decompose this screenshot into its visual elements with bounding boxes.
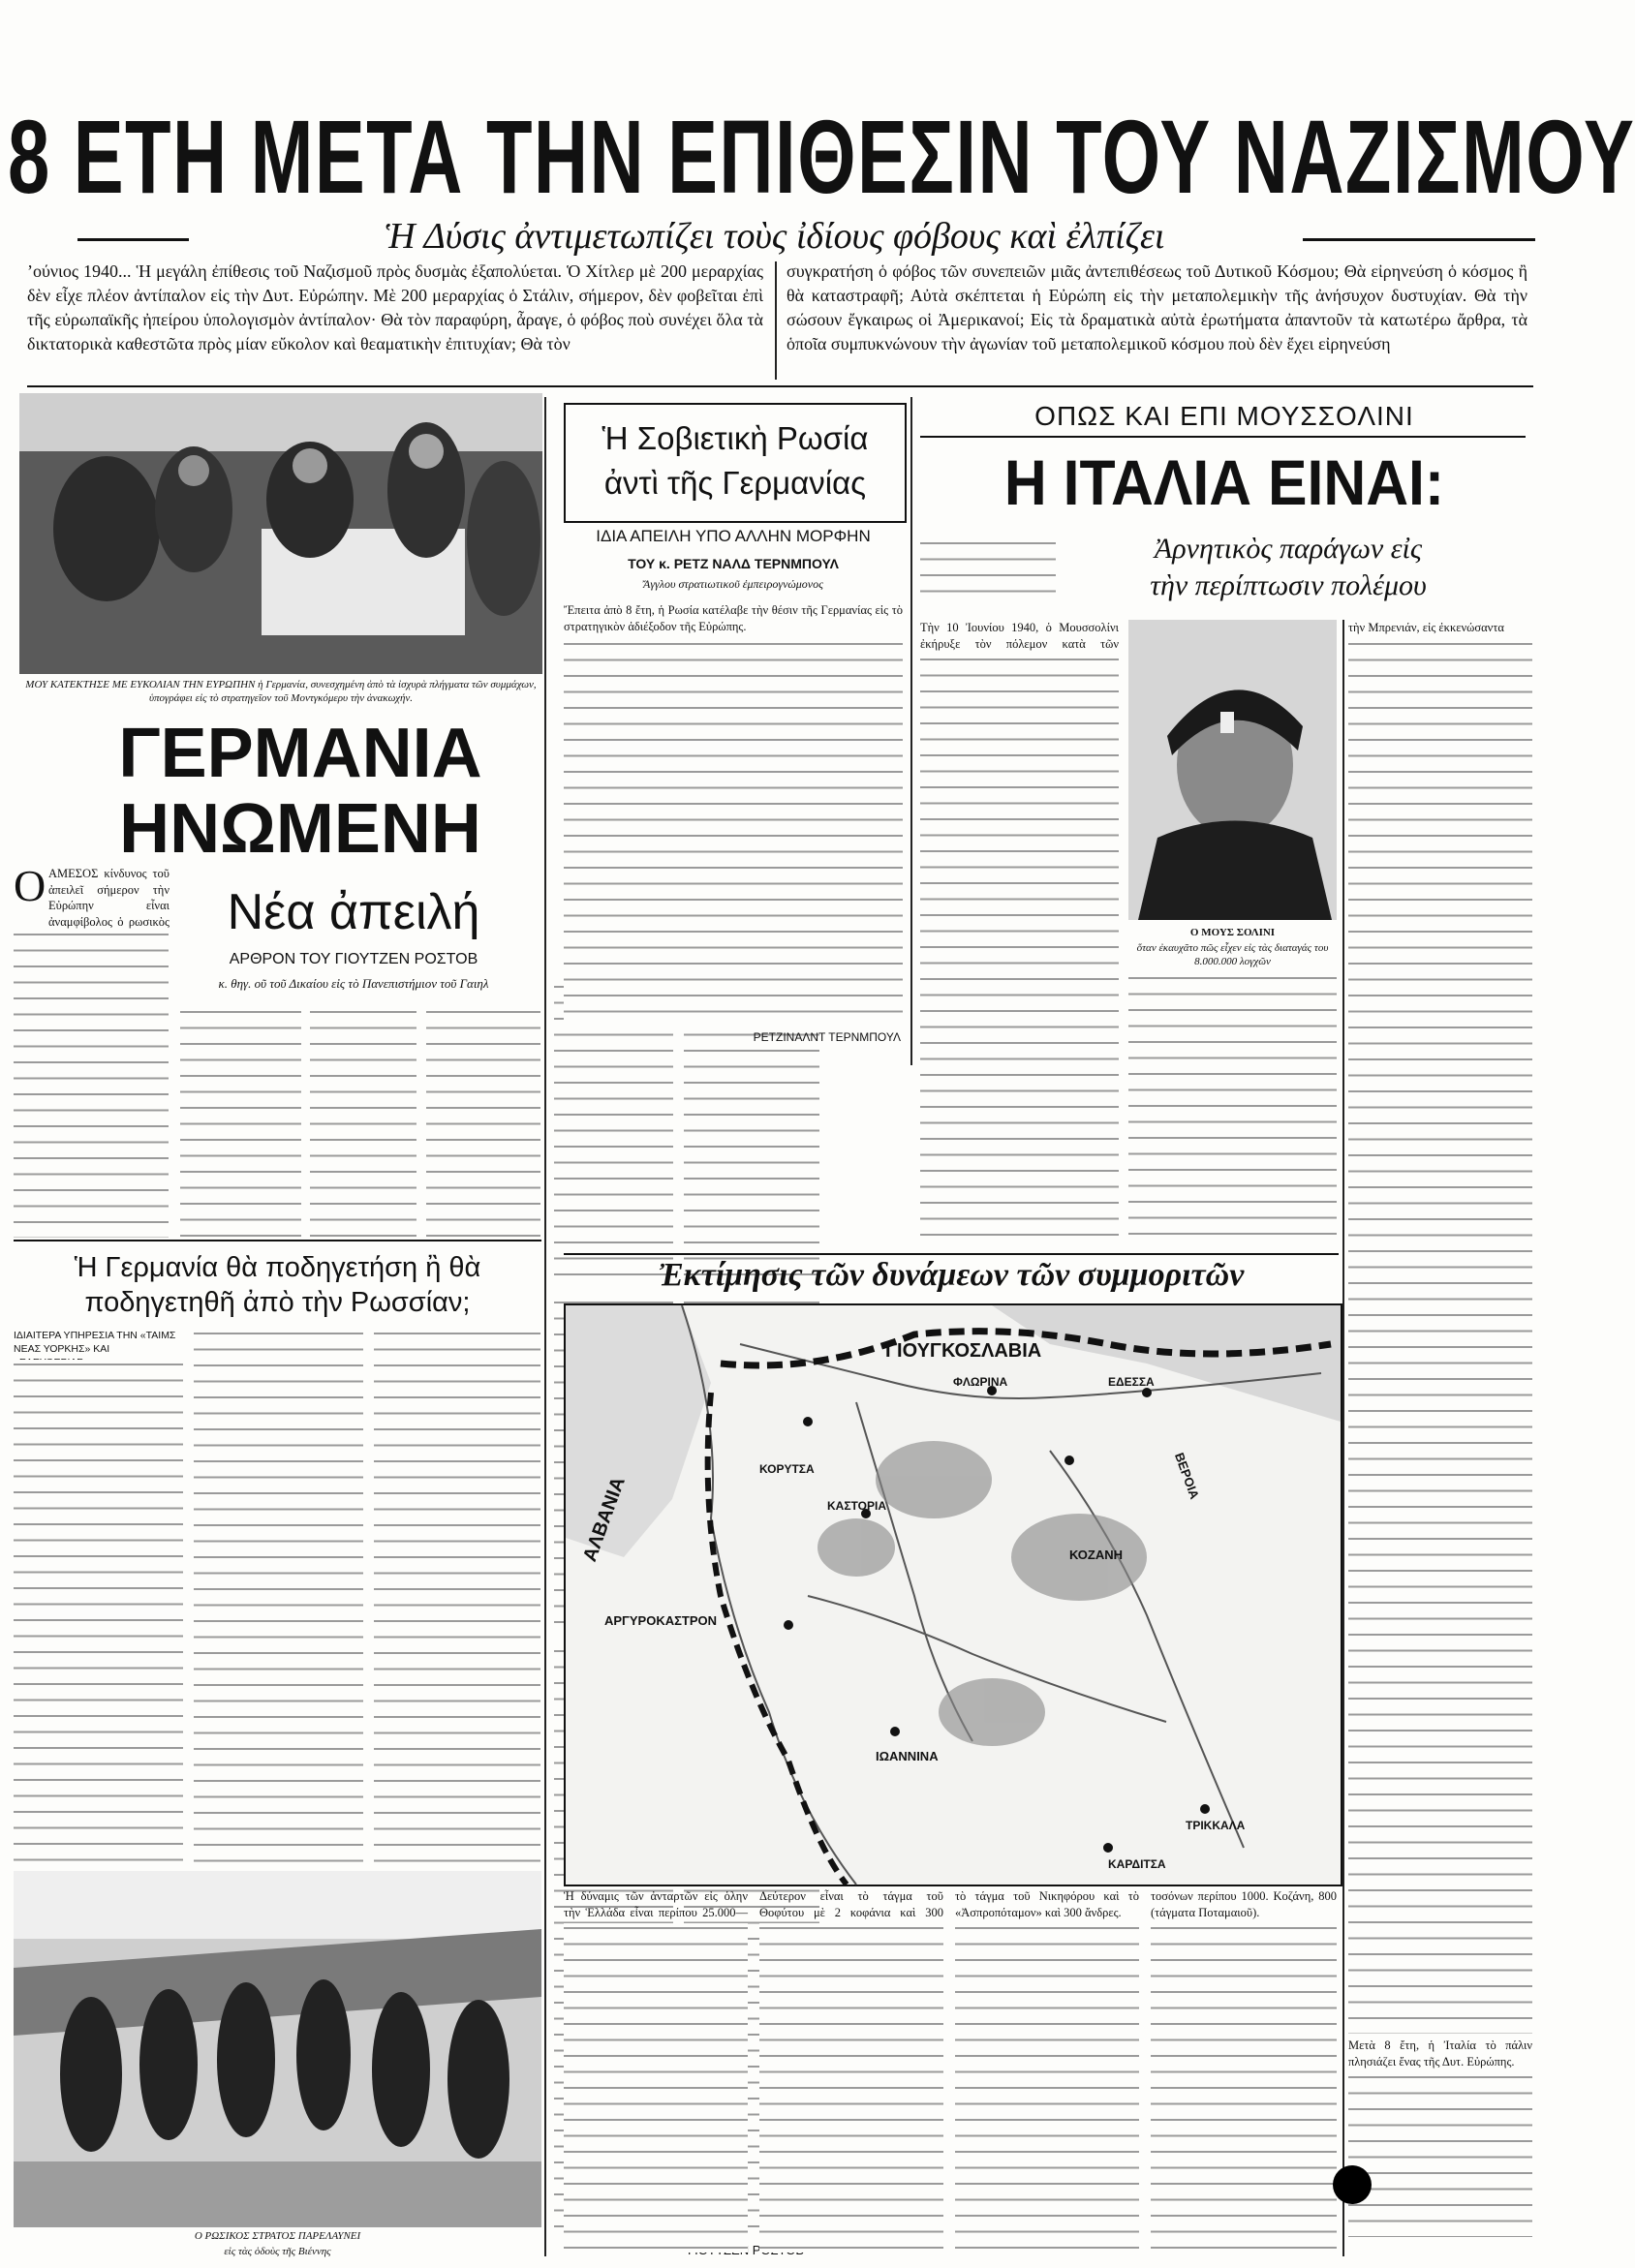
map-text-2-lead: Δεύτερον εἶναι τὸ τάγμα τοῦ Θοφύτου μὲ 2 κοφάνια καὶ 300 xyxy=(759,1889,943,1919)
map-label-korytsa: ΚΟΡΥΤΣΑ xyxy=(759,1462,815,1476)
germany-dropcap: Ο xyxy=(14,861,46,910)
map-label-ioannina: ΙΩΑΝΝΙΝΑ xyxy=(876,1749,939,1763)
question-kicker: ΙΔΙΑΙΤΕΡΑ ΥΠΗΡΕΣΙΑ ΤΗΝ «ΤΑΙΜΣ ΝΕΑΣ ΥΟΡΚΗΣ» ΚΑΙ xyxy=(14,1330,176,1355)
map-image xyxy=(566,1305,1341,1885)
russia-signature: ΡΕΤΖΙΝΑΛΝΤ ΤΕΡΝΜΠΟΥΛ xyxy=(753,1030,901,1044)
italy-subtitle-2: τὴν περίπτωσιν πολέμου xyxy=(1150,569,1427,601)
germany-column-5 xyxy=(554,982,673,1288)
surrender-photo xyxy=(19,393,542,674)
map-text-4 xyxy=(1151,1923,1337,2253)
map-label-florina: ΦΛΩΡΙΝΑ xyxy=(953,1375,1008,1389)
germany-column-2 xyxy=(180,1007,301,1238)
map-text-1-lead: Ἡ δύναμις τῶν ἀνταρτῶν εἰς ὁλην τὴν Ἑλλάδα εἶναι περίπου 25.000— xyxy=(564,1889,748,1919)
map-label-argyrokastron: ΑΡΓΥΡΟΚΑΣΤΡΟΝ xyxy=(604,1613,718,1628)
map-label-trikkala: ΤΡΙΚΚΑΛΑ xyxy=(1186,1819,1246,1832)
map-label-kozani: ΚΟΖΑΝΗ xyxy=(1069,1548,1124,1562)
map xyxy=(564,1303,1342,1886)
question-title-1: Ἡ Γερμανία θὰ ποδηγετήση ἢ θὰ xyxy=(74,1252,481,1283)
russia-body xyxy=(564,639,903,1027)
germany-column-1 xyxy=(14,930,169,1238)
headline: 8 ΕΤΗ ΜΕΤΑ ΤΗΝ ΕΠΙΘΕΣΙΝ ΤΟΥ ΝΑΖΙΣΜΟΥ xyxy=(8,98,1635,215)
map-label-albania: ΑΛΒΑΝΙΑ xyxy=(579,1474,630,1565)
russia-kicker: ΙΔΙΑ ΑΠΕΙΛΗ ΥΠΟ ΑΛΛΗΝ ΜΟΡΦΗΝ xyxy=(596,527,871,545)
question-column-3 xyxy=(374,1329,540,1863)
italy-column-2 xyxy=(1128,973,1337,1245)
punch-hole xyxy=(1333,2165,1372,2204)
italy-kicker: ΟΠΩΣ ΚΑΙ ΕΠΙ ΜΟΥΣΣΟΛΙΝΙ xyxy=(1034,401,1414,431)
germany-byline: ΑΡΘΡΟΝ ΤΟΥ ΓΙΟΥΤΖΕΝ ΡΟΣΤΟΒ xyxy=(229,951,478,967)
subhead-rule-left xyxy=(77,238,189,241)
italy-title: Η ΙΤΑΛΙΑ ΕΙΝΑΙ: xyxy=(1003,446,1445,518)
question-title-2: ποδηγετηθῆ ἀπὸ τὴν Ρωσσίαν; xyxy=(84,1287,471,1318)
question-top-rule xyxy=(14,1240,541,1241)
russia-byline: ΤΟΥ κ. ΡΕΤΖ ΝΑΛΔ ΤΕΡΝΜΠΟΥΛ xyxy=(628,556,839,571)
italy-intro-fill xyxy=(920,538,1056,606)
column-divider-3 xyxy=(1342,620,1344,2256)
italy-column-3 xyxy=(1348,639,1532,2034)
map-label-kastoria: ΚΑΣΤΟΡΙΑ xyxy=(827,1499,886,1513)
italy-column-3-end xyxy=(1348,2072,1532,2237)
map-text-2 xyxy=(759,1923,943,2253)
mussolini-photo-image xyxy=(1128,620,1337,920)
map-top-rule xyxy=(564,1253,1339,1255)
map-label-yugoslavia: ΓΙΟΥΓΚΟΣΛΑΒΙΑ xyxy=(885,1340,1042,1362)
italy-subtitle-1: Ἀρνητικὸς παράγων εἰς xyxy=(1154,533,1423,565)
question-column-2 xyxy=(194,1329,363,1863)
germany-title-1: ΓΕΡΜΑΝΙΑ xyxy=(118,715,482,792)
subheadline: Ἡ Δύσις ἀντιμετωπίζει τοὺς ἰδίους φόβους καὶ ἐλπίζει xyxy=(385,216,1165,257)
russia-title-1: Ἡ Σοβιετικὴ Ρωσία xyxy=(602,420,869,456)
intro-left: ’ούνιος 1940... Ἡ μεγάλη ἐπίθεσις τοῦ Ναζισμοῦ πρὸς δυσμὰς ἐξαπολύεται. Ὁ Χίτλερ μὲ 200 μεραρχίας δὲν εἶχε πλέον ἀντίπαλον εἰς τὴν Δυτ. Εὐρώπην. Μὲ 200 μεραρχίας ὁ Στάλιν, σήμερον, δὲν φοβεῖται ἐπὶ τῆς εὐρωπαϊκῆς ἠπείρου ὑπολογισμὸν ἀντίπαλον· Θὰ τὸν παραφύρη, ἆραγε, ὁ φόβος ποὺ συνέχει ὅλα τὰ δικτατορικὰ καθεστῶτα πρὸς μίαν εὔκολον καὶ θεαματικὴν ἐπιτυχίαν; Θὰ τὸν xyxy=(27,261,763,353)
intro-bottom-rule xyxy=(27,385,1533,387)
intro-divider xyxy=(775,261,777,380)
germany-title-2: ΗΝΩΜΕΝΗ xyxy=(119,790,481,868)
mussolini-photo xyxy=(1128,620,1337,920)
russia-note: Ἄγγλου στρατιωτικοῦ ἐμπειρογνώμονος xyxy=(643,577,823,591)
soldiers-photo-image xyxy=(14,1871,541,2227)
italy-rule xyxy=(920,436,1526,438)
map-text-3-lead: τὸ τάγμα τοῦ Νικηφόρου καὶ τὸ «Ἀσπροπόταμον» καὶ 300 ἄνδρες. xyxy=(955,1889,1139,1919)
italy-lead: Τὴν 10 Ἰουνίου 1940, ὁ Μουσσολίνι ἐκήρυξε τὸν πόλεμον κατὰ τῶν xyxy=(920,621,1119,651)
soldiers-caption-1: Ο ΡΩΣΙΚΟΣ ΣΤΡΑΤΟΣ ΠΑΡΕΛΑΥΝΕΙ xyxy=(194,2230,361,2242)
russia-title-2: ἀντὶ τῆς Γερμανίας xyxy=(603,465,867,501)
map-text-4-lead: τοσόνων περίπου 1000. Κοζάνη, 800 (τάγματα Ποταμαιοῦ). xyxy=(1151,1889,1337,1919)
map-text-3 xyxy=(955,1923,1139,2253)
germany-subtitle: Νέα ἀπειλή xyxy=(227,884,480,940)
italy-col3-lead: τὴν Μπρενιάν, εἰς ἐκκενώσαντα xyxy=(1348,621,1504,634)
column-divider-2 xyxy=(910,397,912,1065)
map-label-veroia: ΒΕΡΟΙΑ xyxy=(1171,1451,1203,1501)
map-label-edessa: ΕΔΕΣΣΑ xyxy=(1108,1375,1155,1389)
italy-column-1 xyxy=(920,655,1119,1245)
russia-title-box xyxy=(564,403,907,523)
column-divider-1 xyxy=(544,397,546,2256)
italy-col3-end: Μετὰ 8 ἔτη, ἡ Ἰταλία τὸ πάλιν πλησιάζει ἔνας τῆς Δυτ. Εὐρώπης. xyxy=(1348,2038,1532,2069)
subhead-rule-right xyxy=(1303,238,1535,241)
germany-lead: ΑΜΕΣΟΣ κίνδυνος τοῦ ἀπειλεῖ σήμερον τὴν Εὐρώπην εἶναι ἀναμφίβολος ὁ ρωσικὸς xyxy=(48,867,170,929)
question-column-1 xyxy=(14,1360,183,1863)
mussolini-caption-1: Ο ΜΟΥΣ ΣΟΛΙΝΙ xyxy=(1189,927,1276,938)
germany-column-6 xyxy=(684,982,819,1288)
germany-column-4 xyxy=(426,1007,540,1238)
intro-right: συγκρατήση ὁ φόβος τῶν συνεπειῶν μιᾶς ἀντεπιθέσεως τοῦ Δυτικοῦ Κόσμου; Θὰ εἰρηνεύση ὁ κόσμος ἢ θὰ καταστραφῆ; Αὐτὰ σκέπτεται ἡ Εὐρώπη εἰς τὴν μεταπολεμικὴν τῆς ἀνήσυχον δυστυχίαν. Θὰ τὴν σώσουν ἔγκαιρως οἱ Ἀμερικανοί; Εἰς τὰ δραματικὰ αὐτὰ ἐρωτήματα ἀπαντοῦν τὰ κατωτέρω ἄρθρα, τὰ ὁποῖα συμπυκνώνουν τὴν ἀγωνίαν τοῦ μεταπολεμικοῦ κόσμου ποὺ δὲν ἔχει εἰρηνεύση xyxy=(787,261,1527,353)
surrender-photo-image xyxy=(19,393,542,674)
mussolini-caption-2: ὅταν ἐκαυχᾶτο πῶς εἶχεν εἰς τὰς διαταγάς του 8.000.000 λογχῶν xyxy=(1136,942,1329,967)
surrender-photo-caption: ΜΟΥ ΚΑΤΕΚΤΗΣΕ ΜΕ ΕΥΚΟΛΙΑΝ ΤΗΝ ΕΥΡΩΠΗΝ ἡ Γερμανία, συνεσχημένη ἀπὸ τὰ ἰσχυρὰ πλήγματα τῶν συμμάχων, ὑπογράφει εἰς τὸ στρατηγεῖον τοῦ Μοντγκόμερυ τὴν ἀνακωχήν. xyxy=(25,679,537,704)
soldiers-caption-2: εἰς τὰς ὁδοὺς τῆς Βιέννης xyxy=(224,2246,331,2257)
soldiers-photo xyxy=(14,1871,541,2227)
russia-lead: Ἔπειτα ἀπὸ 8 ἔτη, ἡ Ρωσία κατέλαβε τὴν θέσιν τῆς Γερμανίας εἰς τὸ στρατηγικὸν ἀδιέξοδον τῆς Εὐρώπης. xyxy=(564,603,903,633)
map-text-1 xyxy=(564,1923,748,2253)
germany-byline-2: κ. θηγ. οῦ τοῦ Δικαίου εἰς τὸ Πανεπιστήμιον τοῦ Γαιηλ xyxy=(218,976,489,991)
map-title: Ἐκτίμησις τῶν δυνάμεων τῶν συμμοριτῶν xyxy=(658,1257,1245,1293)
germany-column-3 xyxy=(310,1007,416,1238)
map-label-karditsa: ΚΑΡΔΙΤΣΑ xyxy=(1108,1857,1166,1871)
